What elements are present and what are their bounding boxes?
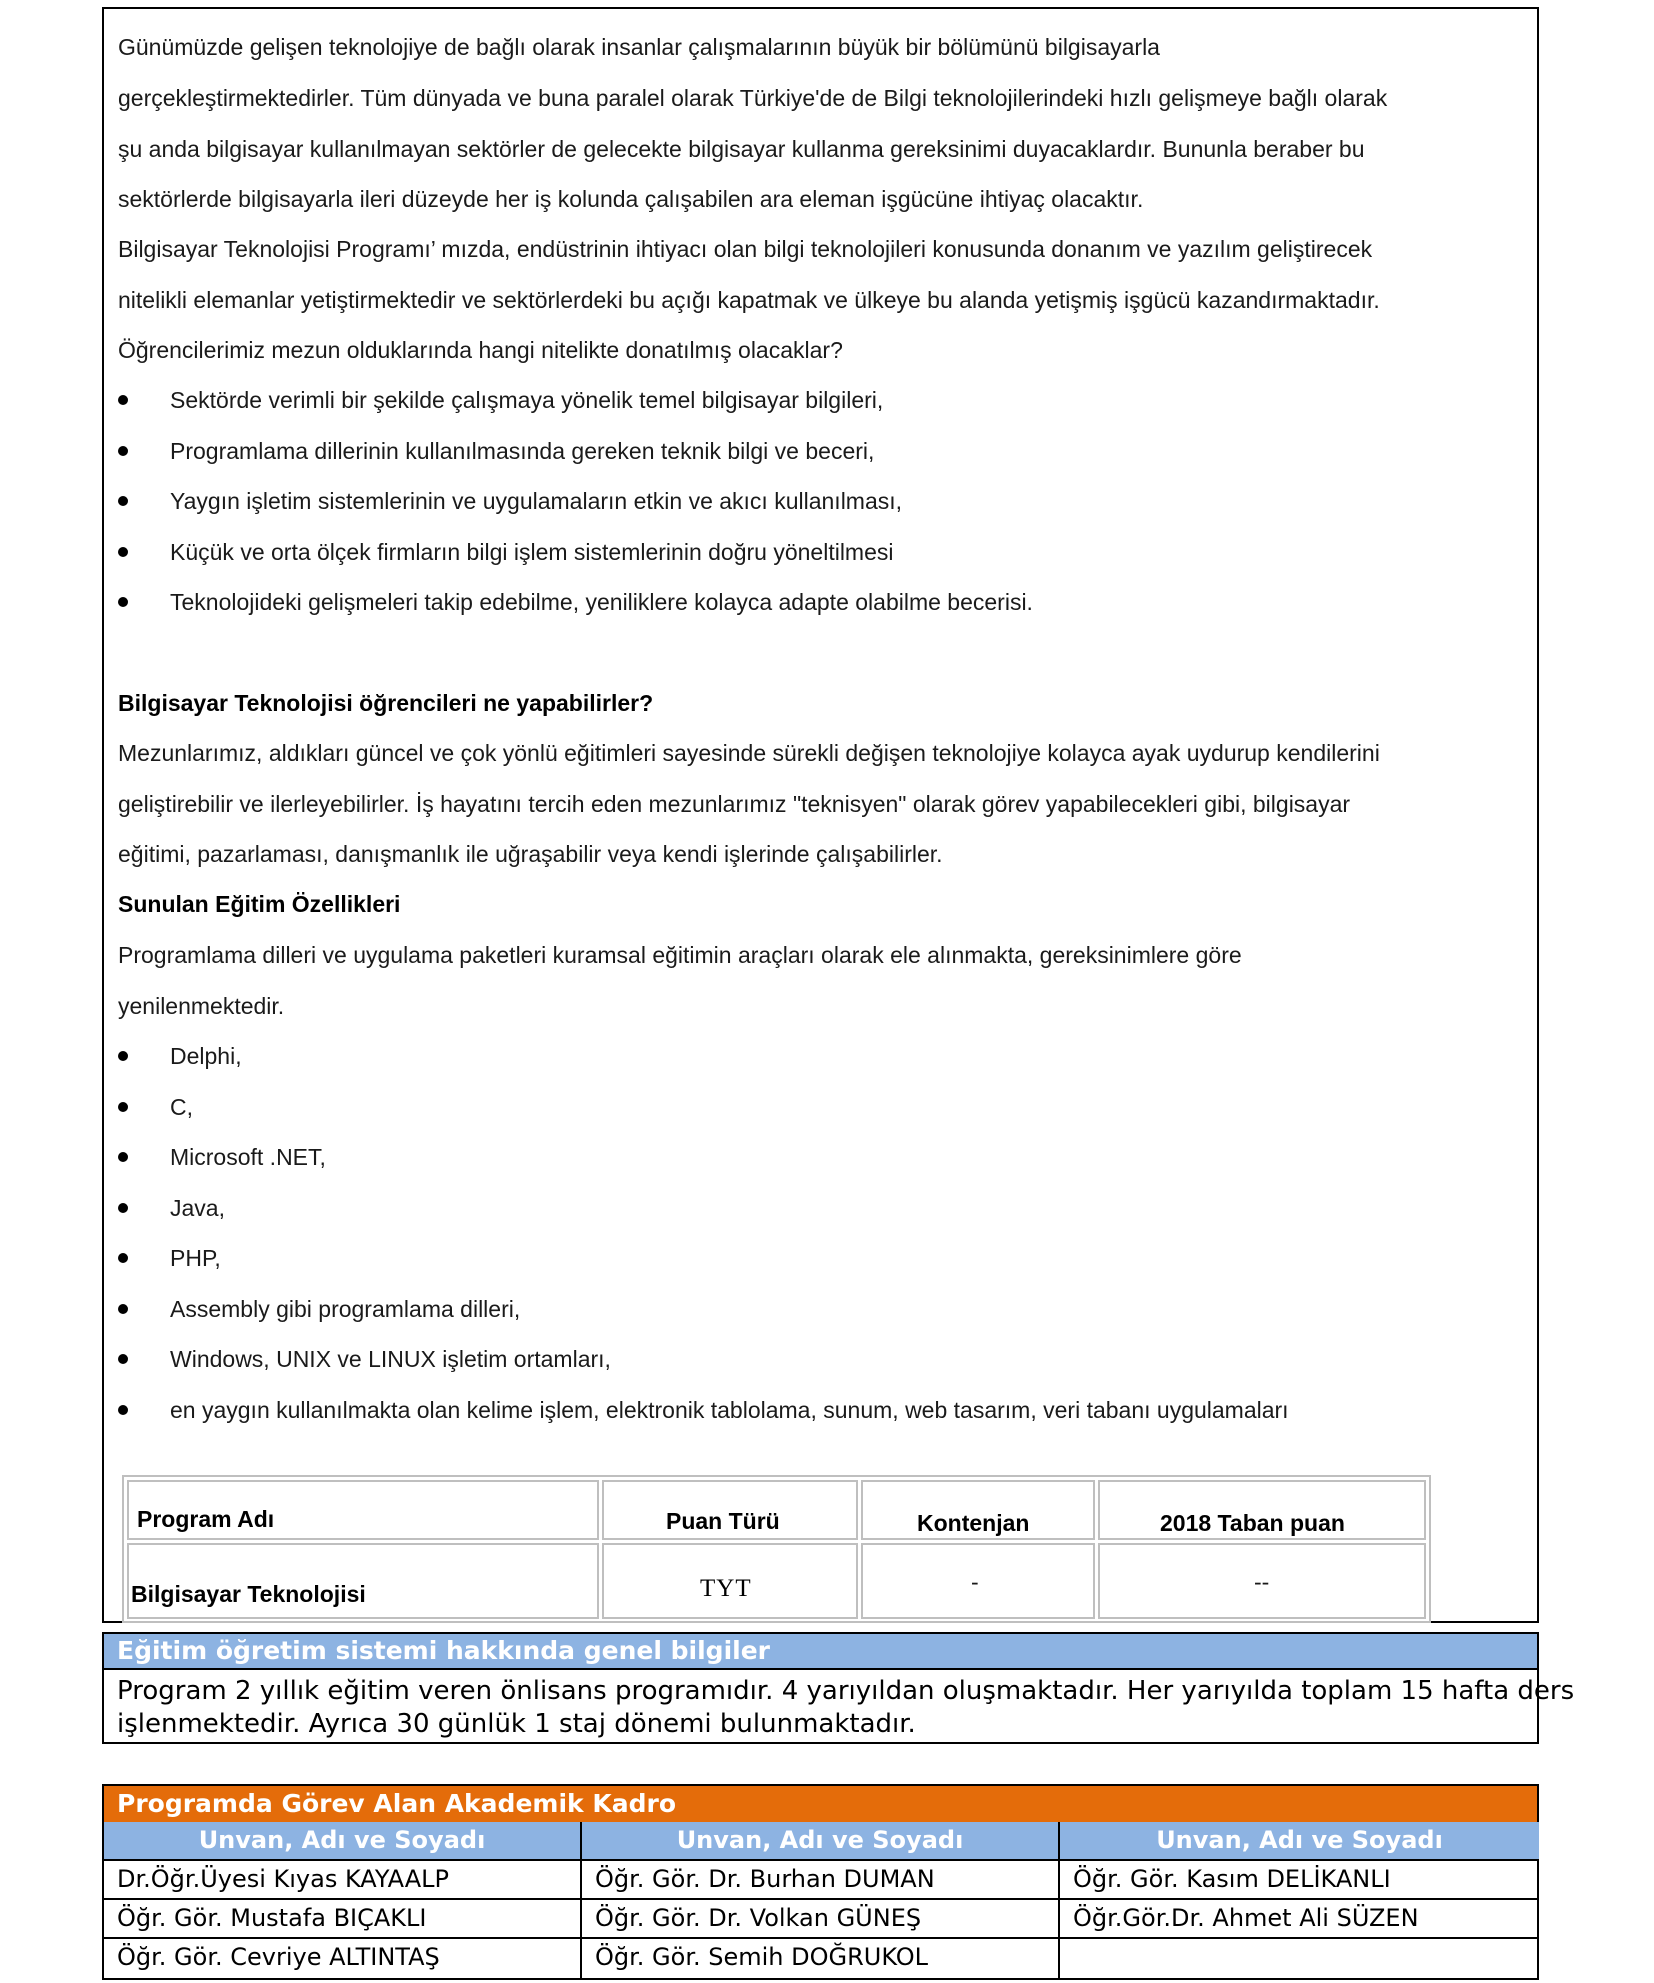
table-header-cell xyxy=(602,1480,858,1540)
bullet-icon xyxy=(118,1354,128,1364)
staff-member-name: Öğr. Gör. Dr. Volkan GÜNEŞ xyxy=(595,1904,922,1932)
list-item-text: Delphi, xyxy=(170,1043,242,1069)
list-item-text: Java, xyxy=(170,1195,225,1221)
academic-staff-title: Programda Görev Alan Akademik Kadro xyxy=(117,1789,676,1818)
list-item-text: Windows, UNIX ve LINUX işletim ortamları, xyxy=(170,1346,611,1372)
bullet-icon xyxy=(118,547,128,557)
bullet-icon xyxy=(118,597,128,607)
general-info-line: Program 2 yıllık eğitim veren önlisans programıdır. 4 yarıyıldan oluşmaktadır. Her yarıyılda toplam 15 hafta ders xyxy=(117,1676,1575,1706)
staff-cell xyxy=(104,1939,582,1978)
table-cell xyxy=(1098,1543,1426,1619)
program-description-box xyxy=(102,7,1539,1623)
staff-member-name: Öğr. Gör. Cevriye ALTINTAŞ xyxy=(117,1943,440,1971)
table-cell xyxy=(602,1543,858,1619)
staff-column-header xyxy=(582,1822,1060,1861)
description-line: gerçekleştirmektedirler. Tüm dünyada ve buna paralel olarak Türkiye'de de Bilgi teknolojilerindeki hızlı gelişmeye bağlı olarak xyxy=(118,85,1388,111)
table-cell xyxy=(127,1543,599,1619)
list-item-text: en yaygın kullanılmakta olan kelime işlem, elektronik tablolama, sunum, web tasarım, veri tabanı uygulamaları xyxy=(170,1397,1289,1423)
list-item-text: Assembly gibi programlama dilleri, xyxy=(170,1296,521,1322)
staff-member-name: Öğr. Gör. Semih DOĞRUKOL xyxy=(595,1943,929,1971)
education-line: Programlama dilleri ve uygulama paketleri kuramsal eğitimin araçları olarak ele alınmakta, gereksinimlere göre xyxy=(118,942,1242,968)
list-item-text: PHP, xyxy=(170,1245,221,1271)
bullet-icon xyxy=(118,1051,128,1061)
staff-cell xyxy=(104,1861,582,1900)
list-item-text: Küçük ve orta ölçek firmların bilgi işlem sistemlerinin doğru yöneltilmesi xyxy=(170,539,894,565)
education-heading: Sunulan Eğitim Özellikleri xyxy=(118,891,401,917)
staff-cell xyxy=(582,1939,1060,1978)
bullet-icon xyxy=(118,1253,128,1263)
description-line: nitelikli elemanlar yetiştirmektedir ve sektörlerdeki bu açığı kapatmak ve ülkeye bu alanda yetişmiş işgücü kazandırmaktadır. xyxy=(118,287,1380,313)
capabilities-line: geliştirebilir ve ilerleyebilirler. İş hayatını tercih eden mezunlarımız "teknisyen" olarak görev yapabilecekleri gibi, bilgisayar xyxy=(118,791,1351,817)
description-line: Öğrencilerimiz mezun olduklarında hangi nitelikte donatılmış olacaklar? xyxy=(118,337,843,363)
bullet-icon xyxy=(118,1203,128,1213)
staff-member-name: Öğr. Gör. Mustafa BIÇAKLI xyxy=(117,1904,427,1932)
staff-member-name: Dr.Öğr.Üyesi Kıyas KAYAALP xyxy=(117,1865,449,1893)
staff-member-name: Öğr. Gör. Dr. Burhan DUMAN xyxy=(595,1865,935,1893)
table-cell xyxy=(861,1543,1095,1619)
staff-cell xyxy=(104,1900,582,1939)
description-line: sektörlerde bilgisayarla ileri düzeyde her iş kolunda çalışabilen ara eleman işgücüne ihtiyaç olacaktır. xyxy=(118,186,1144,212)
bullet-icon xyxy=(118,446,128,456)
staff-cell xyxy=(1060,1900,1539,1939)
staff-member-name: Öğr.Gör.Dr. Ahmet Ali SÜZEN xyxy=(1073,1904,1419,1932)
header-program-name: Program Adı xyxy=(137,1506,275,1532)
general-info-title: Eğitim öğretim sistemi hakkında genel bilgiler xyxy=(117,1636,770,1665)
bullet-icon xyxy=(118,1152,128,1162)
list-item-text: Sektörde verimli bir şekilde çalışmaya yönelik temel bilgisayar bilgileri, xyxy=(170,387,884,413)
header-score-type: Puan Türü xyxy=(666,1508,780,1534)
description-line: şu anda bilgisayar kullanılmayan sektörler de gelecekte bilgisayar kullanma gereksinimi duyacaklardır. Bununla beraber bu xyxy=(118,136,1365,162)
staff-column-header-label: Unvan, Adı ve Soyadı xyxy=(198,1826,486,1854)
bullet-icon xyxy=(118,496,128,506)
base-score-value: -- xyxy=(1254,1569,1270,1595)
staff-cell xyxy=(582,1900,1060,1939)
capabilities-heading: Bilgisayar Teknolojisi öğrencileri ne yapabilirler? xyxy=(118,690,654,716)
capabilities-line: eğitimi, pazarlaması, danışmanlık ile uğraşabilir veya kendi işlerinde çalışabilirler. xyxy=(118,841,943,867)
quota-value: - xyxy=(971,1569,979,1595)
staff-cell xyxy=(582,1861,1060,1900)
list-item-text: Yaygın işletim sistemlerinin ve uygulamaların etkin ve akıcı kullanılması, xyxy=(170,488,903,514)
description-line: Bilgisayar Teknolojisi Programı’ mızda, endüstrinin ihtiyacı olan bilgi teknolojileri konusunda donanım ve yazılım geliştirecek xyxy=(118,236,1373,262)
bullet-icon xyxy=(118,1102,128,1112)
general-info-box xyxy=(102,1632,1575,1744)
education-line: yenilenmektedir. xyxy=(118,993,285,1019)
list-item-text: C, xyxy=(170,1094,193,1120)
header-quota: Kontenjan xyxy=(917,1510,1030,1536)
academic-staff-header xyxy=(104,1786,1537,1824)
list-item-text: Teknolojideki gelişmeleri takip edebilme, yeniliklere kolayca adapte olabilme becerisi. xyxy=(170,589,1033,615)
staff-column-header xyxy=(104,1822,582,1861)
general-info-header xyxy=(104,1634,1537,1670)
bullet-icon xyxy=(118,395,128,405)
staff-column-header xyxy=(1060,1822,1539,1861)
academic-staff-box xyxy=(102,1784,1539,1980)
description-line: Günümüzde gelişen teknolojiye de bağlı olarak insanlar çalışmalarının büyük bir bölümünü bilgisayarla xyxy=(118,34,1160,60)
staff-cell-empty xyxy=(1060,1939,1539,1978)
list-item-text: Programlama dillerinin kullanılmasında gereken teknik bilgi ve beceri, xyxy=(170,438,875,464)
table-header-cell xyxy=(1098,1480,1426,1540)
bullet-icon xyxy=(118,1304,128,1314)
capabilities-line: Mezunlarımız, aldıkları güncel ve çok yönlü eğitimleri sayesinde sürekli değişen teknolojiye kolayca ayak uydurup kendilerini xyxy=(118,740,1380,766)
staff-cell xyxy=(1060,1861,1539,1900)
staff-table xyxy=(104,1822,1537,1978)
header-base-score: 2018 Taban puan xyxy=(1160,1510,1345,1536)
staff-column-header-label: Unvan, Adı ve Soyadı xyxy=(1156,1826,1443,1854)
staff-member-name: Öğr. Gör. Kasım DELİKANLI xyxy=(1073,1865,1391,1893)
table-header-cell xyxy=(127,1480,599,1540)
bullet-icon xyxy=(118,1405,128,1415)
staff-column-header-label: Unvan, Adı ve Soyadı xyxy=(676,1826,964,1854)
score-type-value: TYT xyxy=(700,1575,752,1602)
table-header-cell xyxy=(861,1480,1095,1540)
list-item-text: Microsoft .NET, xyxy=(170,1144,326,1170)
general-info-line: işlenmektedir. Ayrıca 30 günlük 1 staj dönemi bulunmaktadır. xyxy=(117,1709,916,1739)
program-name-value: Bilgisayar Teknolojisi xyxy=(131,1581,366,1607)
score-table xyxy=(122,1475,1431,1623)
